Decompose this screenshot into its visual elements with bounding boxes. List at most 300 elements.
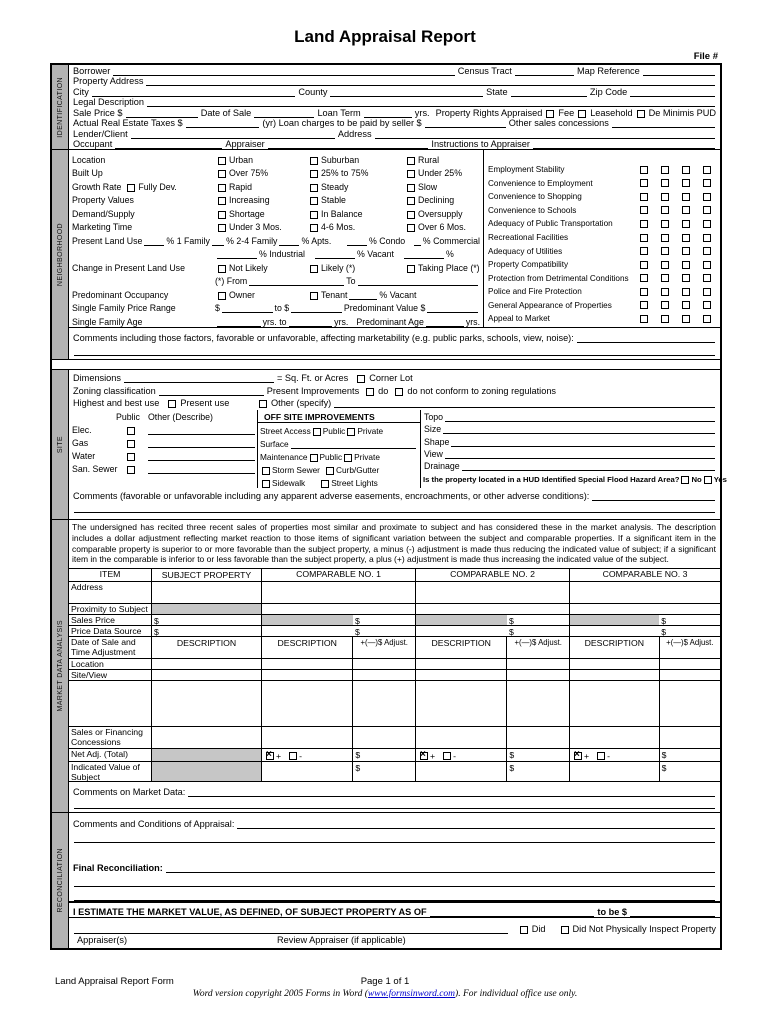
taking-place-checkbox[interactable] bbox=[407, 265, 415, 273]
option-1-checkbox[interactable] bbox=[218, 184, 226, 192]
lender-address-input[interactable] bbox=[375, 131, 715, 139]
state-input[interactable] bbox=[511, 89, 587, 97]
price-high-input[interactable] bbox=[291, 305, 342, 313]
utility-public-checkbox[interactable] bbox=[127, 453, 135, 461]
rating-fair-checkbox[interactable] bbox=[682, 274, 690, 282]
occupancy-labelwrap bbox=[72, 290, 215, 300]
likely-checkbox[interactable] bbox=[310, 265, 318, 273]
rating-good-checkbox[interactable] bbox=[640, 315, 648, 323]
option-1[interactable] bbox=[215, 195, 307, 205]
rating-poor-checkbox[interactable] bbox=[703, 179, 711, 187]
utility-public-checkbox[interactable] bbox=[127, 440, 135, 448]
rating-fair-checkbox[interactable] bbox=[682, 234, 690, 242]
terrain-input[interactable] bbox=[451, 439, 715, 447]
sales-price-comp2-cell[interactable] bbox=[415, 615, 569, 625]
loan-charges-input[interactable] bbox=[425, 120, 506, 128]
adjust-area[interactable] bbox=[506, 727, 569, 748]
utility-row bbox=[69, 448, 257, 461]
utility-other-input[interactable] bbox=[148, 453, 255, 461]
blank-comp1-cell[interactable] bbox=[261, 681, 415, 726]
option-1-checkbox[interactable] bbox=[218, 157, 226, 165]
site-view-comp2-cell[interactable] bbox=[415, 670, 569, 680]
final-reconciliation-input-2[interactable] bbox=[74, 879, 715, 887]
rating-avg-checkbox[interactable] bbox=[661, 206, 669, 214]
rating-poor-checkbox[interactable] bbox=[703, 274, 711, 282]
option-1[interactable] bbox=[215, 155, 307, 165]
rating-poor-checkbox[interactable] bbox=[703, 261, 711, 269]
desc-area[interactable] bbox=[570, 727, 659, 748]
desc-area[interactable] bbox=[262, 670, 352, 680]
identification-sidebar bbox=[52, 65, 69, 149]
rating-header-row bbox=[488, 151, 717, 163]
sales-price-comp1-value[interactable]: $ bbox=[355, 616, 360, 626]
rating-fair-checkbox[interactable] bbox=[682, 247, 690, 255]
other-specify-input[interactable] bbox=[334, 400, 715, 408]
change-from-label: (*) From bbox=[215, 276, 248, 286]
rating-good-checkbox[interactable] bbox=[640, 206, 648, 214]
option-1-checkbox[interactable] bbox=[218, 224, 226, 232]
desc-area[interactable] bbox=[416, 681, 506, 726]
plus-checkbox[interactable] bbox=[574, 752, 582, 760]
price-range-label: Single Family Price Range bbox=[72, 303, 176, 313]
rating-poor-checkbox[interactable] bbox=[703, 288, 711, 296]
storm-sewer-row bbox=[258, 462, 420, 475]
storm-sewer-checkbox[interactable] bbox=[262, 467, 270, 475]
option-3[interactable] bbox=[404, 168, 480, 178]
location-comp1-cell[interactable] bbox=[261, 659, 415, 669]
fully-dev-checkbox[interactable] bbox=[127, 184, 135, 192]
option-3-checkbox[interactable] bbox=[407, 170, 415, 178]
market-comments-input-2[interactable] bbox=[74, 801, 715, 809]
rating-fair-checkbox[interactable] bbox=[682, 315, 690, 323]
address-comp2-cell[interactable] bbox=[415, 582, 569, 603]
rating-poor-checkbox[interactable] bbox=[703, 234, 711, 242]
blank-comp3-cell[interactable] bbox=[569, 681, 720, 726]
indicated-comp1-cell[interactable] bbox=[261, 762, 415, 781]
price-source-row-label: Price Data Source bbox=[71, 626, 142, 637]
rating-avg-checkbox[interactable] bbox=[661, 179, 669, 187]
sidewalk-checkbox[interactable] bbox=[262, 480, 270, 488]
leasehold-checkbox[interactable] bbox=[578, 110, 586, 118]
option-3[interactable] bbox=[404, 195, 480, 205]
loan-term-input[interactable] bbox=[364, 110, 412, 118]
zoning-input[interactable] bbox=[159, 388, 264, 396]
option-1[interactable] bbox=[215, 222, 307, 232]
utility-other-input[interactable] bbox=[148, 440, 255, 448]
option-3[interactable] bbox=[404, 155, 480, 165]
age-row bbox=[69, 313, 483, 327]
option-2-checkbox[interactable] bbox=[310, 184, 318, 192]
utility-public-checkbox[interactable] bbox=[127, 466, 135, 474]
not-likely-option[interactable] bbox=[215, 263, 307, 273]
price-range-row bbox=[69, 300, 483, 314]
owner-option[interactable] bbox=[215, 290, 307, 300]
predominant-value-input[interactable] bbox=[427, 305, 478, 313]
blank-subject-cell[interactable] bbox=[151, 681, 261, 726]
dimensions-input[interactable] bbox=[124, 375, 274, 383]
rating-avg-checkbox[interactable] bbox=[661, 234, 669, 242]
net-adj-comp3-cell bbox=[569, 749, 720, 761]
instructions-input[interactable] bbox=[533, 141, 715, 149]
market-section bbox=[52, 520, 720, 813]
corner-lot-label: Corner Lot bbox=[369, 373, 413, 383]
option-3-checkbox[interactable] bbox=[407, 224, 415, 232]
option-1[interactable] bbox=[215, 209, 307, 219]
rating-poor-checkbox[interactable] bbox=[703, 193, 711, 201]
adjust-area[interactable] bbox=[659, 659, 720, 669]
option-2-checkbox[interactable] bbox=[310, 211, 318, 219]
minus-checkbox[interactable] bbox=[443, 752, 451, 760]
terrain-row bbox=[421, 459, 720, 471]
proximity-comp3-cell[interactable] bbox=[569, 604, 720, 614]
do-not-conform-checkbox[interactable] bbox=[395, 388, 403, 396]
adjust-area[interactable] bbox=[659, 727, 720, 748]
neighborhood-comments-label: Comments including those factors, favorable or unfavorable, affecting marketability (e.g. public parks, schools, view, noise): bbox=[73, 332, 574, 343]
plus-checkbox[interactable] bbox=[266, 752, 274, 760]
age-low-input[interactable] bbox=[217, 319, 261, 327]
rating-avg-cell bbox=[654, 274, 675, 282]
taxes-input[interactable] bbox=[186, 120, 260, 128]
rating-good-checkbox[interactable] bbox=[640, 261, 648, 269]
sale-price-input[interactable] bbox=[126, 110, 198, 118]
fee-label: Fee bbox=[558, 107, 575, 118]
proximity-comp1-cell[interactable] bbox=[261, 604, 415, 614]
land-use-percent-input[interactable] bbox=[315, 251, 355, 259]
rating-good-checkbox[interactable] bbox=[640, 288, 648, 296]
tenant-checkbox[interactable] bbox=[310, 292, 318, 300]
vacant-percent-input[interactable] bbox=[349, 292, 377, 300]
rating-fair-checkbox[interactable] bbox=[682, 288, 690, 296]
fully-dev-option[interactable] bbox=[124, 182, 176, 192]
land-use-percent-input[interactable] bbox=[217, 251, 257, 259]
site-comments-input[interactable] bbox=[592, 493, 715, 501]
location-comp2-cell[interactable] bbox=[415, 659, 569, 669]
rating-avg-checkbox[interactable] bbox=[661, 220, 669, 228]
adjust-area[interactable] bbox=[506, 670, 569, 680]
option-row-label: Marketing Time bbox=[72, 222, 133, 232]
utility-other-input[interactable] bbox=[148, 466, 255, 474]
rating-avg-checkbox[interactable] bbox=[661, 288, 669, 296]
date-of-sale-input[interactable] bbox=[254, 110, 314, 118]
map-reference-input[interactable] bbox=[643, 68, 715, 76]
sidewalk-row bbox=[258, 475, 420, 488]
header-comp2: COMPARABLE NO. 2 bbox=[415, 569, 569, 581]
option-3[interactable] bbox=[404, 209, 480, 219]
adjust-area[interactable] bbox=[506, 659, 569, 669]
option-3-checkbox[interactable] bbox=[407, 197, 415, 205]
rating-fair-checkbox[interactable] bbox=[682, 166, 690, 174]
owner-checkbox[interactable] bbox=[218, 292, 226, 300]
sales-price-comp1-cell[interactable] bbox=[261, 615, 415, 625]
land-use-item-label: % 1 Family bbox=[166, 235, 210, 246]
other-concessions-input[interactable] bbox=[612, 120, 715, 128]
rating-good-checkbox[interactable] bbox=[640, 179, 648, 187]
reconciliation-spacer bbox=[69, 843, 720, 859]
rating-poor-checkbox[interactable] bbox=[703, 206, 711, 214]
rating-fair-checkbox[interactable] bbox=[682, 179, 690, 187]
likely-option[interactable] bbox=[307, 263, 404, 273]
final-reconciliation-input-3[interactable] bbox=[74, 893, 715, 901]
address-comp3-cell[interactable] bbox=[569, 582, 720, 603]
rating-fair-checkbox[interactable] bbox=[682, 206, 690, 214]
site-view-subject-cell[interactable] bbox=[151, 670, 261, 680]
rating-row bbox=[488, 217, 717, 231]
sales-price-comp3-cell[interactable] bbox=[569, 615, 720, 625]
utility-public-checkbox[interactable] bbox=[127, 427, 135, 435]
option-2[interactable] bbox=[307, 155, 404, 165]
rating-good-checkbox[interactable] bbox=[640, 220, 648, 228]
sale-price-row bbox=[69, 107, 720, 118]
sales-price-comp2-value[interactable]: $ bbox=[509, 616, 514, 626]
option-2[interactable] bbox=[307, 209, 404, 219]
option-2[interactable] bbox=[307, 168, 404, 178]
neighborhood-comments-input-2[interactable] bbox=[74, 348, 715, 356]
adjust-area[interactable] bbox=[659, 681, 720, 726]
land-use-percent-input[interactable] bbox=[212, 238, 224, 246]
address-subject-cell[interactable] bbox=[151, 582, 261, 603]
property-address-input[interactable] bbox=[146, 78, 715, 86]
land-use-percent-input[interactable] bbox=[144, 238, 164, 246]
rating-good-checkbox[interactable] bbox=[640, 234, 648, 242]
rating-poor-checkbox[interactable] bbox=[703, 247, 711, 255]
address-comp1-cell[interactable] bbox=[261, 582, 415, 603]
rating-poor-checkbox[interactable] bbox=[703, 301, 711, 309]
price-source-comp3-cell[interactable] bbox=[569, 626, 720, 636]
adjust-area[interactable] bbox=[352, 681, 415, 726]
desc-area[interactable] bbox=[570, 626, 659, 636]
appraisal-conditions-label: Comments and Conditions of Appraisal: bbox=[73, 819, 235, 830]
flood-yes-checkbox[interactable] bbox=[704, 476, 712, 484]
option-2[interactable] bbox=[307, 222, 404, 232]
predominant-age-input[interactable] bbox=[426, 319, 464, 327]
present-land-use-row bbox=[69, 232, 483, 246]
desc-area[interactable] bbox=[416, 626, 507, 636]
census-tract-input[interactable] bbox=[515, 68, 574, 76]
land-use-percent-input[interactable] bbox=[414, 238, 420, 246]
adjust-area[interactable] bbox=[352, 670, 415, 680]
desc-area[interactable] bbox=[262, 727, 352, 748]
adjust-area[interactable] bbox=[352, 727, 415, 748]
maintenance-private-checkbox[interactable] bbox=[344, 454, 352, 462]
option-3-checkbox[interactable] bbox=[407, 211, 415, 219]
rating-poor-checkbox[interactable] bbox=[703, 315, 711, 323]
estimate-value-input[interactable] bbox=[630, 909, 715, 917]
indicated-comp1-value[interactable]: $ bbox=[352, 762, 415, 781]
location-comp3-cell[interactable] bbox=[569, 659, 720, 669]
rating-poor-checkbox[interactable] bbox=[703, 220, 711, 228]
appraiser-signature-input[interactable] bbox=[74, 926, 508, 934]
flood-no-checkbox[interactable] bbox=[681, 476, 689, 484]
option-row-labelwrap bbox=[72, 209, 215, 219]
desc-area[interactable] bbox=[570, 681, 659, 726]
desc-area[interactable] bbox=[262, 659, 352, 669]
option-2-checkbox[interactable] bbox=[310, 197, 318, 205]
neighborhood-comments-input[interactable] bbox=[577, 335, 715, 343]
rating-avg-checkbox[interactable] bbox=[661, 274, 669, 282]
rating-fair-checkbox[interactable] bbox=[682, 193, 690, 201]
rating-avg-checkbox[interactable] bbox=[661, 301, 669, 309]
surface-input[interactable] bbox=[291, 441, 416, 449]
street-lights-checkbox[interactable] bbox=[321, 480, 329, 488]
land-use-percent-input[interactable] bbox=[347, 238, 367, 246]
do-conform-checkbox[interactable] bbox=[366, 388, 374, 396]
price-source-comp2-cell[interactable] bbox=[415, 626, 569, 636]
net-adj-amount[interactable]: $ bbox=[659, 749, 720, 761]
formsinword-link[interactable]: www.formsinword.com bbox=[367, 989, 456, 999]
utility-other-input[interactable] bbox=[148, 427, 255, 435]
option-2-checkbox[interactable] bbox=[310, 157, 318, 165]
rating-good-checkbox[interactable] bbox=[640, 301, 648, 309]
option-1-checkbox[interactable] bbox=[218, 211, 226, 219]
minus-label: - bbox=[607, 750, 610, 761]
price-low-input[interactable] bbox=[222, 305, 273, 313]
sales-price-comp3-value[interactable]: $ bbox=[661, 616, 667, 626]
de-minimis-pud-checkbox[interactable] bbox=[637, 110, 645, 118]
rating-fair-checkbox[interactable] bbox=[682, 220, 690, 228]
option-2-label: 25% to 75% bbox=[321, 168, 369, 178]
rating-row bbox=[488, 190, 717, 204]
did-not-inspect-checkbox[interactable] bbox=[561, 926, 569, 934]
tenant-option[interactable] bbox=[307, 290, 480, 300]
adjust-area[interactable] bbox=[352, 659, 415, 669]
rating-avg-checkbox[interactable] bbox=[661, 261, 669, 269]
estimate-date-input[interactable] bbox=[430, 909, 595, 917]
option-1[interactable] bbox=[215, 168, 307, 178]
concessions-subject-cell[interactable] bbox=[151, 727, 261, 748]
street-access-public-checkbox[interactable] bbox=[313, 428, 321, 436]
did-inspect-checkbox[interactable] bbox=[520, 926, 528, 934]
option-row-labelwrap bbox=[72, 222, 215, 232]
option-2-checkbox[interactable] bbox=[310, 170, 318, 178]
proximity-comp2-cell[interactable] bbox=[415, 604, 569, 614]
option-3[interactable] bbox=[404, 222, 480, 232]
indicated-comp3-cell[interactable] bbox=[569, 762, 720, 781]
site-view-comp3-cell[interactable] bbox=[569, 670, 720, 680]
terrain-input[interactable] bbox=[445, 414, 715, 422]
desc-area[interactable] bbox=[416, 659, 506, 669]
concessions-comp2-cell[interactable] bbox=[415, 727, 569, 748]
appraiser-input[interactable] bbox=[268, 141, 429, 149]
indicated-comp2-cell[interactable] bbox=[415, 762, 569, 781]
rating-good-checkbox[interactable] bbox=[640, 247, 648, 255]
option-2[interactable] bbox=[307, 195, 404, 205]
minus-checkbox[interactable] bbox=[597, 752, 605, 760]
desc-area[interactable] bbox=[570, 659, 659, 669]
adjust-area[interactable] bbox=[506, 681, 569, 726]
option-1[interactable] bbox=[215, 182, 307, 192]
corner-lot-checkbox[interactable] bbox=[357, 375, 365, 383]
price-source-comp1-value[interactable]: $ bbox=[355, 627, 360, 637]
zip-code-input[interactable] bbox=[630, 89, 715, 97]
appraisal-conditions-input-2[interactable] bbox=[74, 835, 715, 843]
borrower-input[interactable] bbox=[113, 68, 454, 76]
other-specify-checkbox[interactable] bbox=[259, 400, 267, 408]
plus-checkbox[interactable] bbox=[420, 752, 428, 760]
desc-area[interactable] bbox=[570, 670, 659, 680]
other-concessions-label: Other sales concessions bbox=[508, 118, 609, 128]
indicated-comp2-value[interactable]: $ bbox=[506, 762, 569, 781]
desc-area[interactable] bbox=[262, 681, 352, 726]
age-high-input[interactable] bbox=[289, 319, 333, 327]
city-input[interactable] bbox=[92, 89, 296, 97]
desc-area[interactable] bbox=[416, 670, 506, 680]
option-3-checkbox[interactable] bbox=[407, 184, 415, 192]
rating-fair-checkbox[interactable] bbox=[682, 301, 690, 309]
desc-area[interactable] bbox=[262, 626, 353, 636]
sales-price-subject-cell[interactable]: $ bbox=[151, 615, 261, 625]
rating-good-checkbox[interactable] bbox=[640, 166, 648, 174]
price-source-subject-cell[interactable]: $ bbox=[151, 626, 261, 636]
dimensions-label: Dimensions bbox=[73, 373, 121, 383]
terrain-input[interactable] bbox=[443, 426, 715, 434]
option-3-checkbox[interactable] bbox=[407, 157, 415, 165]
blank-comp2-cell[interactable] bbox=[415, 681, 569, 726]
lender-client-input[interactable] bbox=[131, 131, 335, 139]
rating-fair-checkbox[interactable] bbox=[682, 261, 690, 269]
present-use-checkbox[interactable] bbox=[168, 400, 176, 408]
not-likely-checkbox[interactable] bbox=[218, 265, 226, 273]
final-reconciliation-input[interactable] bbox=[166, 865, 715, 873]
option-2[interactable] bbox=[307, 182, 404, 192]
legal-description-input[interactable] bbox=[147, 99, 715, 107]
appraisal-conditions-input[interactable] bbox=[237, 821, 715, 829]
land-use-percent-input[interactable] bbox=[404, 251, 444, 259]
rating-avg-checkbox[interactable] bbox=[661, 193, 669, 201]
concessions-comp3-cell[interactable] bbox=[569, 727, 720, 748]
street-access-row bbox=[258, 423, 420, 436]
concessions-comp1-cell[interactable] bbox=[261, 727, 415, 748]
indicated-comp3-value[interactable]: $ bbox=[659, 762, 720, 781]
net-adj-amount[interactable]: $ bbox=[352, 749, 415, 761]
street-access-private-checkbox[interactable] bbox=[347, 428, 355, 436]
rating-poor-checkbox[interactable] bbox=[703, 166, 711, 174]
price-source-comp1-cell[interactable] bbox=[261, 626, 415, 636]
change-to-input[interactable] bbox=[358, 278, 478, 286]
option-1-checkbox[interactable] bbox=[218, 197, 226, 205]
desc-area[interactable] bbox=[416, 727, 506, 748]
minus-checkbox[interactable] bbox=[289, 752, 297, 760]
occupancy-row bbox=[69, 286, 483, 300]
rating-good-checkbox[interactable] bbox=[640, 193, 648, 201]
site-view-comp1-cell[interactable] bbox=[261, 670, 415, 680]
option-2-checkbox[interactable] bbox=[310, 224, 318, 232]
adjust-area[interactable] bbox=[659, 670, 720, 680]
rating-avg-checkbox[interactable] bbox=[661, 315, 669, 323]
location-subject-cell[interactable] bbox=[151, 659, 261, 669]
terrain-input[interactable] bbox=[445, 451, 715, 459]
rating-good-checkbox[interactable] bbox=[640, 274, 648, 282]
option-1-checkbox[interactable] bbox=[218, 170, 226, 178]
rating-avg-checkbox[interactable] bbox=[661, 247, 669, 255]
land-use-percent-input[interactable] bbox=[279, 238, 299, 246]
curb-gutter-checkbox[interactable] bbox=[326, 467, 334, 475]
maintenance-public-checkbox[interactable] bbox=[310, 454, 318, 462]
price-source-comp3-value[interactable]: $ bbox=[661, 627, 667, 637]
option-3-label: Rural bbox=[418, 154, 440, 165]
market-comments-input[interactable] bbox=[188, 789, 715, 797]
change-from-input[interactable] bbox=[249, 278, 344, 286]
terrain-input[interactable] bbox=[462, 463, 715, 471]
price-source-comp2-value[interactable]: $ bbox=[509, 627, 514, 637]
taking-place-option[interactable] bbox=[404, 263, 480, 273]
site-comments-input-2[interactable] bbox=[74, 505, 715, 513]
county-input[interactable] bbox=[330, 89, 483, 97]
occupant-input[interactable] bbox=[115, 141, 222, 149]
fee-checkbox[interactable] bbox=[546, 110, 554, 118]
option-3[interactable] bbox=[404, 182, 480, 192]
net-adj-amount[interactable]: $ bbox=[506, 749, 569, 761]
rating-avg-checkbox[interactable] bbox=[661, 166, 669, 174]
